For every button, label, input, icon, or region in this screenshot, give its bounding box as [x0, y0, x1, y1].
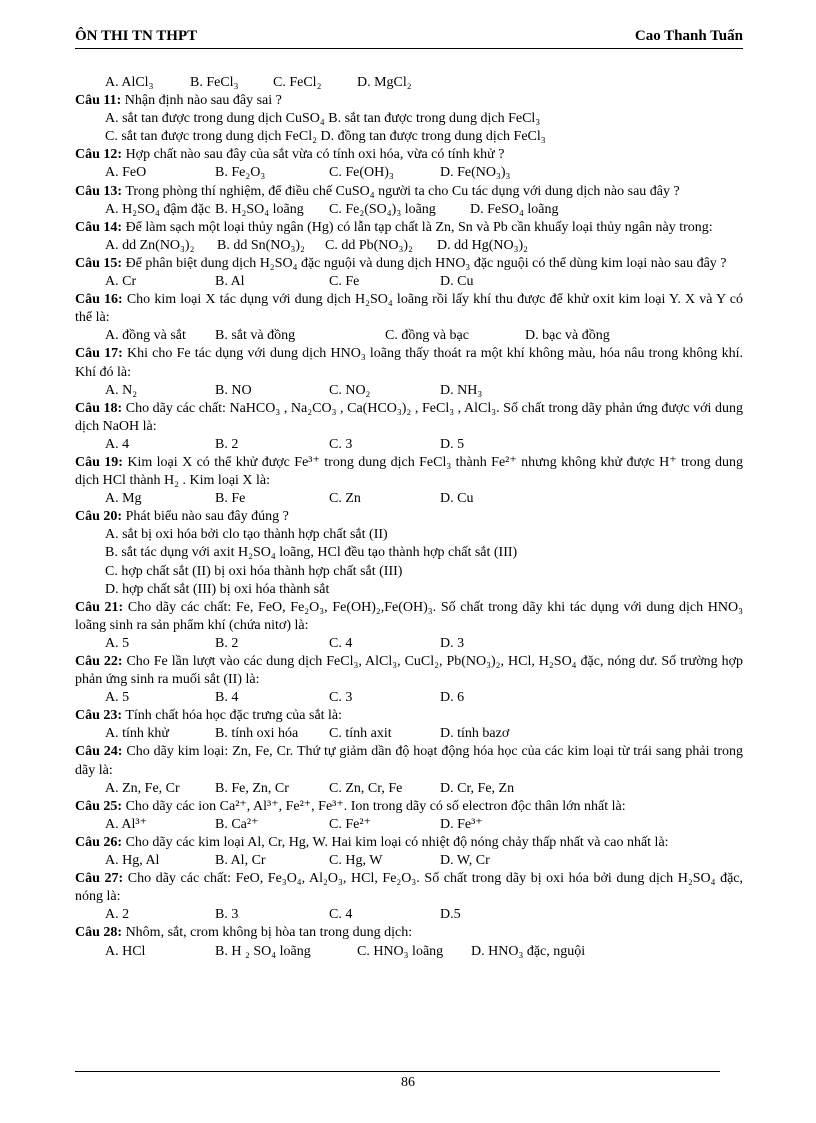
option: A. Al³⁺	[105, 816, 147, 832]
option: D. NH₃	[440, 382, 483, 398]
option: C. Fe₂(SO₄)₃ loãng	[329, 201, 436, 217]
option: B. dd Sn(NO₃)₂	[217, 237, 305, 253]
option: A. AlCl₃	[105, 75, 154, 90]
option: D. FeSO₄ loãng	[470, 201, 559, 217]
option: B. 2	[215, 436, 239, 452]
footer-rule	[75, 1071, 720, 1072]
question-text: Cho dãy các kim loại Al, Cr, Hg, W. Hai kim loại có nhiệt độ nóng chảy thấp nhất và cao nhất là:	[125, 834, 669, 850]
question-number: Câu 24:	[75, 744, 123, 760]
option: C. đồng và bạc	[385, 328, 469, 344]
top-options	[75, 74, 743, 92]
question-number: Câu 14:	[75, 219, 123, 235]
option: D. 5	[440, 436, 465, 452]
option: A. H₂SO₄ đậm đặc	[105, 201, 211, 217]
page-header	[75, 28, 743, 50]
options-row	[75, 237, 743, 255]
option: D.5	[440, 907, 461, 923]
question-text: Nhận định nào sau đây sai ?	[124, 93, 282, 109]
question-text: Kim loại X có thể khử được Fe³⁺ trong dung dịch FeCl₃ thành Fe²⁺ nhưng không khử được H⁺ trong dung dịch HCl thành H₂ . Kim loại X là:	[75, 454, 744, 489]
options-row	[75, 725, 743, 743]
question	[75, 400, 743, 436]
question-number: Câu 15:	[75, 255, 123, 271]
option: C. 3	[329, 690, 353, 706]
option: D. W, Cr	[440, 853, 490, 869]
question-number: Câu 16:	[75, 292, 123, 308]
header-right: Cao Thanh Tuấn	[634, 28, 743, 44]
option: A. Zn, Fe, Cr	[105, 780, 180, 796]
option: C. Fe	[329, 274, 360, 290]
option: C. 4	[329, 635, 353, 651]
question	[75, 219, 743, 237]
question-text: Để làm sạch một loại thủy ngân (Hg) có lẫn tạp chất là Zn, Sn và Pb cần khuấy loại thủy ngân này trong:	[125, 219, 713, 235]
option: A. 5	[105, 690, 130, 706]
option: A. N₂	[105, 382, 138, 398]
option: B. NO	[215, 382, 252, 398]
question-number: Câu 21:	[75, 599, 124, 615]
option: A. 2	[105, 907, 130, 923]
question	[75, 707, 743, 725]
option: C. Fe²⁺	[329, 816, 371, 832]
question-text: Cho dãy các chất: NaHCO₃ , Na₂CO₃ , Ca(HCO₃)₂ , FeCl₃ , AlCl₃. Số chất trong dãy phản ứng được với dung dịch NaOH là:	[75, 400, 744, 434]
options-row	[75, 689, 743, 707]
option: A. Cr	[105, 274, 137, 290]
option: A. FeO	[105, 165, 147, 181]
question-number: Câu 18:	[75, 400, 123, 416]
options-row	[75, 635, 743, 653]
question-text: Cho kim loại X tác dụng với dung dịch H₂SO₄ loãng rồi lấy khí thu được để khử oxit kim loại Y. X và Y có thể là:	[75, 292, 743, 326]
question	[75, 743, 743, 779]
option: D. dd Hg(NO₃)₂	[437, 237, 529, 253]
question-text: Nhôm, sắt, crom không bị hòa tan trong dung dịch:	[125, 925, 413, 941]
question-text: Cho dãy các chất: FeO, Fe₃O₄, Al₂O₃, HCl, Fe₂O₃. Số chất trong dãy bị oxi hóa bởi dung dịch H₂SO₄ đặc, nóng là:	[75, 871, 744, 905]
question-number: Câu 26:	[75, 834, 123, 850]
option: B. Al	[215, 274, 245, 290]
option-line: A. sắt bị oxi hóa bởi clo tạo thành hợp chất sắt (II)	[105, 527, 388, 543]
question	[75, 599, 743, 635]
options-row	[75, 436, 743, 454]
options-row	[75, 164, 743, 182]
option: C. FeCl₂	[273, 75, 322, 90]
options-row	[75, 382, 743, 400]
question-list	[75, 74, 743, 961]
option: D. 6	[440, 690, 465, 706]
option: B. 2	[215, 635, 239, 651]
option: D. MgCl₂	[357, 75, 412, 90]
question-number: Câu 25:	[75, 798, 123, 814]
options-row	[75, 852, 743, 870]
option-line: D. hợp chất sắt (III) bị oxi hóa thành sắt	[105, 581, 330, 597]
question	[75, 183, 743, 201]
question	[75, 653, 743, 689]
option: C. HNO₃ loãng	[357, 943, 444, 959]
question-text: Cho Fe lần lượt vào các dung dịch FeCl₃, AlCl₃, CuCl₂, Pb(NO₃)₂, HCl, H₂SO₄ đặc, nóng dư. Số trường hợp phản ứng sinh ra muối sắt (II) là:	[75, 654, 744, 688]
question-number: Câu 17:	[75, 346, 123, 362]
question-number: Câu 20:	[75, 509, 123, 525]
option: B. Fe, Zn, Cr	[215, 780, 289, 796]
question-number: Câu 27:	[75, 871, 124, 887]
option: D. Fe(NO₃)₃	[440, 165, 511, 181]
option-line: A. sắt tan được trong dung dịch CuSO₄ B. sắt tan được trong dung dịch FeCl₃	[105, 111, 541, 127]
option: B. tính oxi hóa	[215, 726, 299, 742]
options-row	[75, 816, 743, 834]
option: D. bạc và đồng	[525, 328, 610, 344]
option: A. 4	[105, 436, 130, 452]
option: B. Fe	[215, 491, 246, 507]
header-left: ÔN THI TN THPT	[75, 28, 198, 44]
option: D. Cu	[440, 274, 474, 290]
question-text: Cho dãy kim loại: Zn, Fe, Cr. Thứ tự giảm dần độ hoạt động hóa học của các kim loại từ trái sang phải trong dãy là:	[75, 744, 743, 778]
question-number: Câu 13:	[75, 183, 123, 199]
question	[75, 255, 743, 273]
question	[75, 454, 743, 490]
option: C. tính axit	[329, 726, 392, 742]
option-line: C. sắt tan được trong dung dịch FeCl₂ D. đồng tan được trong dung dịch FeCl₃	[105, 129, 546, 145]
question-text: Tính chất hóa học đặc trưng của sắt là:	[125, 708, 343, 724]
option: D. tính bazơ	[440, 726, 510, 742]
question	[75, 834, 743, 852]
question-text: Phát biểu nào sau đây đúng ?	[125, 509, 289, 525]
question-number: Câu 12:	[75, 147, 123, 163]
question	[75, 345, 743, 381]
option: D. HNO₃ đặc, nguội	[471, 943, 586, 959]
option: C. Fe(OH)₃	[329, 165, 394, 181]
option: B. H₂SO₄ loãng	[215, 201, 304, 217]
question-number: Câu 19:	[75, 454, 123, 470]
options-row	[75, 780, 743, 798]
option: A. Hg, Al	[105, 853, 160, 869]
option: B. 4	[215, 690, 239, 706]
option: A. dd Zn(NO₃)₂	[105, 237, 195, 253]
question	[75, 924, 743, 942]
option: C. NO₂	[329, 382, 371, 398]
question	[75, 870, 743, 906]
options-row	[75, 327, 743, 345]
option: C. Zn, Cr, Fe	[329, 780, 403, 796]
options-row	[75, 943, 743, 961]
question-text: Trong phòng thí nghiệm, để điều chế CuSO₄ người ta cho Cu tác dụng với dung dịch nào sau đây ?	[125, 183, 680, 199]
header-rule	[75, 48, 743, 49]
option: D. Cr, Fe, Zn	[440, 780, 515, 796]
option: B. Al, Cr	[215, 853, 266, 869]
question	[75, 798, 743, 816]
option: A. HCl	[105, 943, 146, 959]
question	[75, 146, 743, 164]
question-text: Để phân biệt dung dịch H₂SO₄ đặc nguội và dung dịch HNO₃ đặc nguội có thể dùng kim loại nào sau đây ?	[125, 255, 727, 271]
option: A. đồng và sắt	[105, 328, 186, 344]
options-row	[75, 906, 743, 924]
option: B. Fe₂O₃	[215, 165, 266, 181]
option: A. 5	[105, 635, 130, 651]
option-line: C. hợp chất sắt (II) bị oxi hóa thành hợp chất sắt (III)	[105, 563, 403, 579]
option: B. FeCl₃	[190, 75, 239, 90]
question-text: Cho dãy các chất: Fe, FeO, Fe₂O₃, Fe(OH)₂,Fe(OH)₃. Số chất trong dãy khi tác dụng với dung dịch HNO₃ loãng sinh ra sản phẩm khí (chứa nitơ) là:	[75, 599, 744, 633]
question-number: Câu 23:	[75, 708, 123, 724]
options-row	[75, 490, 743, 508]
options-row	[75, 201, 743, 219]
option: B. sắt và đồng	[215, 328, 296, 344]
option: D. Fe³⁺	[440, 816, 483, 832]
option: A. Mg	[105, 491, 142, 507]
question-text: Hợp chất nào sau đây của sắt vừa có tính oxi hóa, vừa có tính khử ?	[125, 147, 505, 163]
question-number: Câu 28:	[75, 925, 123, 941]
option: B. H ₂ SO₄ loãng	[215, 943, 311, 959]
option-line: B. sắt tác dụng với axit H₂SO₄ loãng, HCl đều tạo thành hợp chất sắt (III)	[105, 545, 518, 561]
question	[75, 508, 743, 526]
option: D. Cu	[440, 491, 474, 507]
option: A. tính khử	[105, 726, 169, 742]
question-text: Khi cho Fe tác dụng với dung dịch HNO₃ loãng thấy thoát ra một khí không màu, hóa nâu trong không khí. Khí đó là:	[75, 346, 744, 380]
options-row	[75, 273, 743, 291]
option: C. 3	[329, 436, 353, 452]
page-number: 86	[401, 1075, 415, 1090]
question-number: Câu 22:	[75, 654, 123, 669]
question-text: Cho dãy các ion Ca²⁺, Al³⁺, Fe²⁺, Fe³⁺. Ion trong dãy có số electron độc thân lớn nhất là:	[125, 798, 626, 814]
option: C. Zn	[329, 491, 361, 507]
option: C. dd Pb(NO₃)₂	[325, 237, 413, 253]
question-number: Câu 11:	[75, 93, 122, 109]
option: C. 4	[329, 907, 353, 923]
option: B. 3	[215, 907, 239, 923]
option: C. Hg, W	[329, 853, 383, 869]
question	[75, 92, 743, 110]
option: D. 3	[440, 635, 465, 651]
question	[75, 291, 743, 327]
option: B. Ca²⁺	[215, 816, 259, 832]
